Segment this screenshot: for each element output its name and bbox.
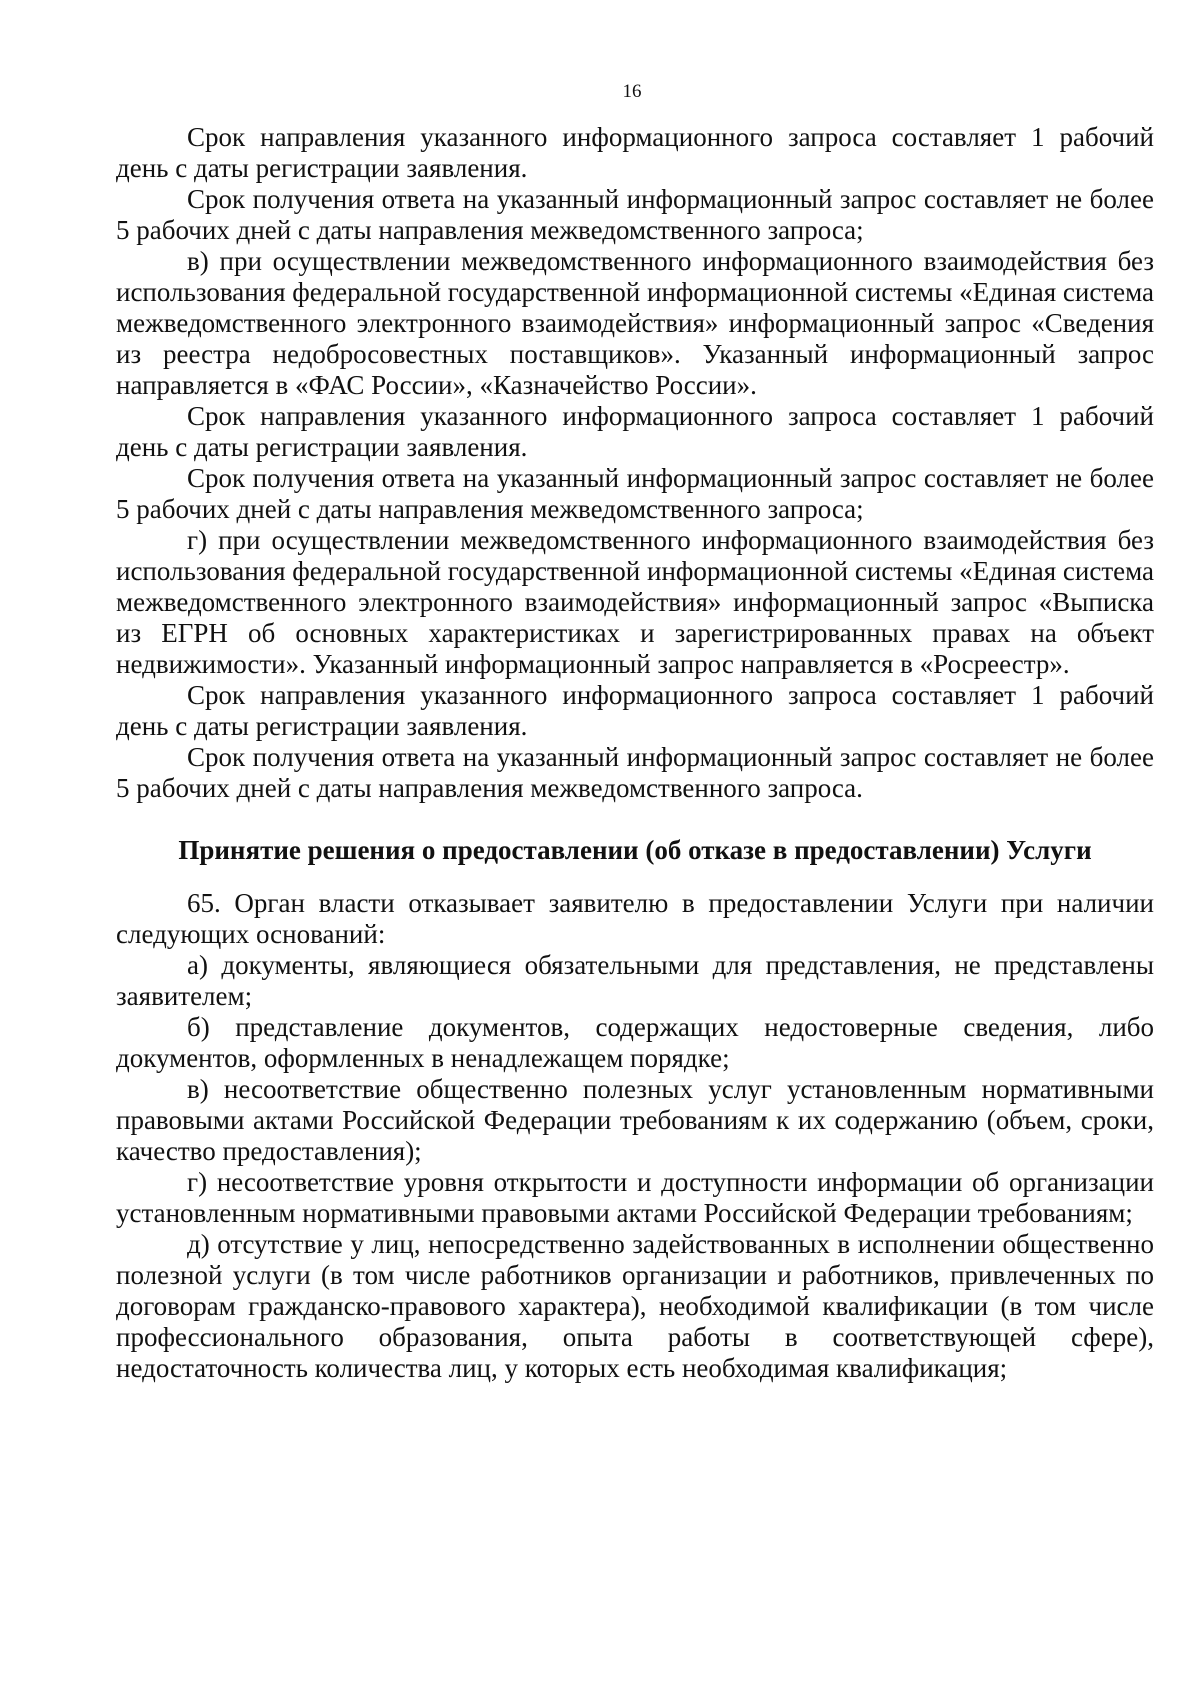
paragraph: в) при осуществлении межведомственного информационного взаимодействия без использования федеральной государственной информационной системы «Единая система межведомственного электронного взаимодействия» информационный запрос «Сведения из реестра недобросовестных поставщиков». Указанный информационный запрос направляется в «ФАС России», «Казначейство России». [116, 246, 1154, 400]
document-body [116, 122, 1154, 1384]
paragraph: г) несоответствие уровня открытости и доступности информации об организации установленным нормативными правовыми актами Российской Федерации требованиям; [116, 1167, 1154, 1228]
paragraph: д) отсутствие у лиц, непосредственно задействованных в исполнении общественно полезной услуги (в том числе работников организации и работников, привлеченных по договорам гражданско-правового характера), необходимой квалификации (в том числе профессионального образования, опыта работы в соответствующей сфере), недостаточность количества лиц, у которых есть необходимая квалификация; [116, 1229, 1154, 1383]
paragraph: 65. Орган власти отказывает заявителю в предоставлении Услуги при наличии следующих оснований: [116, 888, 1154, 949]
section-heading: Принятие решения о предоставлении (об отказе в предоставлении) Услуги [178, 835, 1092, 865]
paragraph: Срок направления указанного информационного запроса составляет 1 рабочий день с даты регистрации заявления. [116, 680, 1154, 741]
page-number: 16 [622, 81, 642, 102]
paragraph: Срок получения ответа на указанный информационный запрос составляет не более 5 рабочих дней с даты направления межведомственного запроса; [116, 184, 1154, 245]
paragraph: б) представление документов, содержащих недостоверные сведения, либо документов, оформленных в ненадлежащем порядке; [116, 1012, 1154, 1073]
paragraph: Срок получения ответа на указанный информационный запрос составляет не более 5 рабочих дней с даты направления межведомственного запроса. [116, 742, 1154, 803]
paragraph: Срок получения ответа на указанный информационный запрос составляет не более 5 рабочих дней с даты направления межведомственного запроса; [116, 463, 1154, 524]
paragraph: а) документы, являющиеся обязательными для представления, не представлены заявителем; [116, 950, 1154, 1011]
paragraph: в) несоответствие общественно полезных услуг установленным нормативными правовыми актами Российской Федерации требованиям к их содержанию (объем, сроки, качество предоставления); [116, 1074, 1154, 1166]
paragraph: г) при осуществлении межведомственного информационного взаимодействия без использования федеральной государственной информационной системы «Единая система межведомственного электронного взаимодействия» информационный запрос «Выписка из ЕГРН об основных характеристиках и зарегистрированных правах на объект недвижимости». Указанный информационный запрос направляется в «Росреестр». [116, 525, 1154, 679]
paragraph: Срок направления указанного информационного запроса составляет 1 рабочий день с даты регистрации заявления. [116, 401, 1154, 462]
paragraph: Срок направления указанного информационного запроса составляет 1 рабочий день с даты регистрации заявления. [116, 122, 1154, 183]
